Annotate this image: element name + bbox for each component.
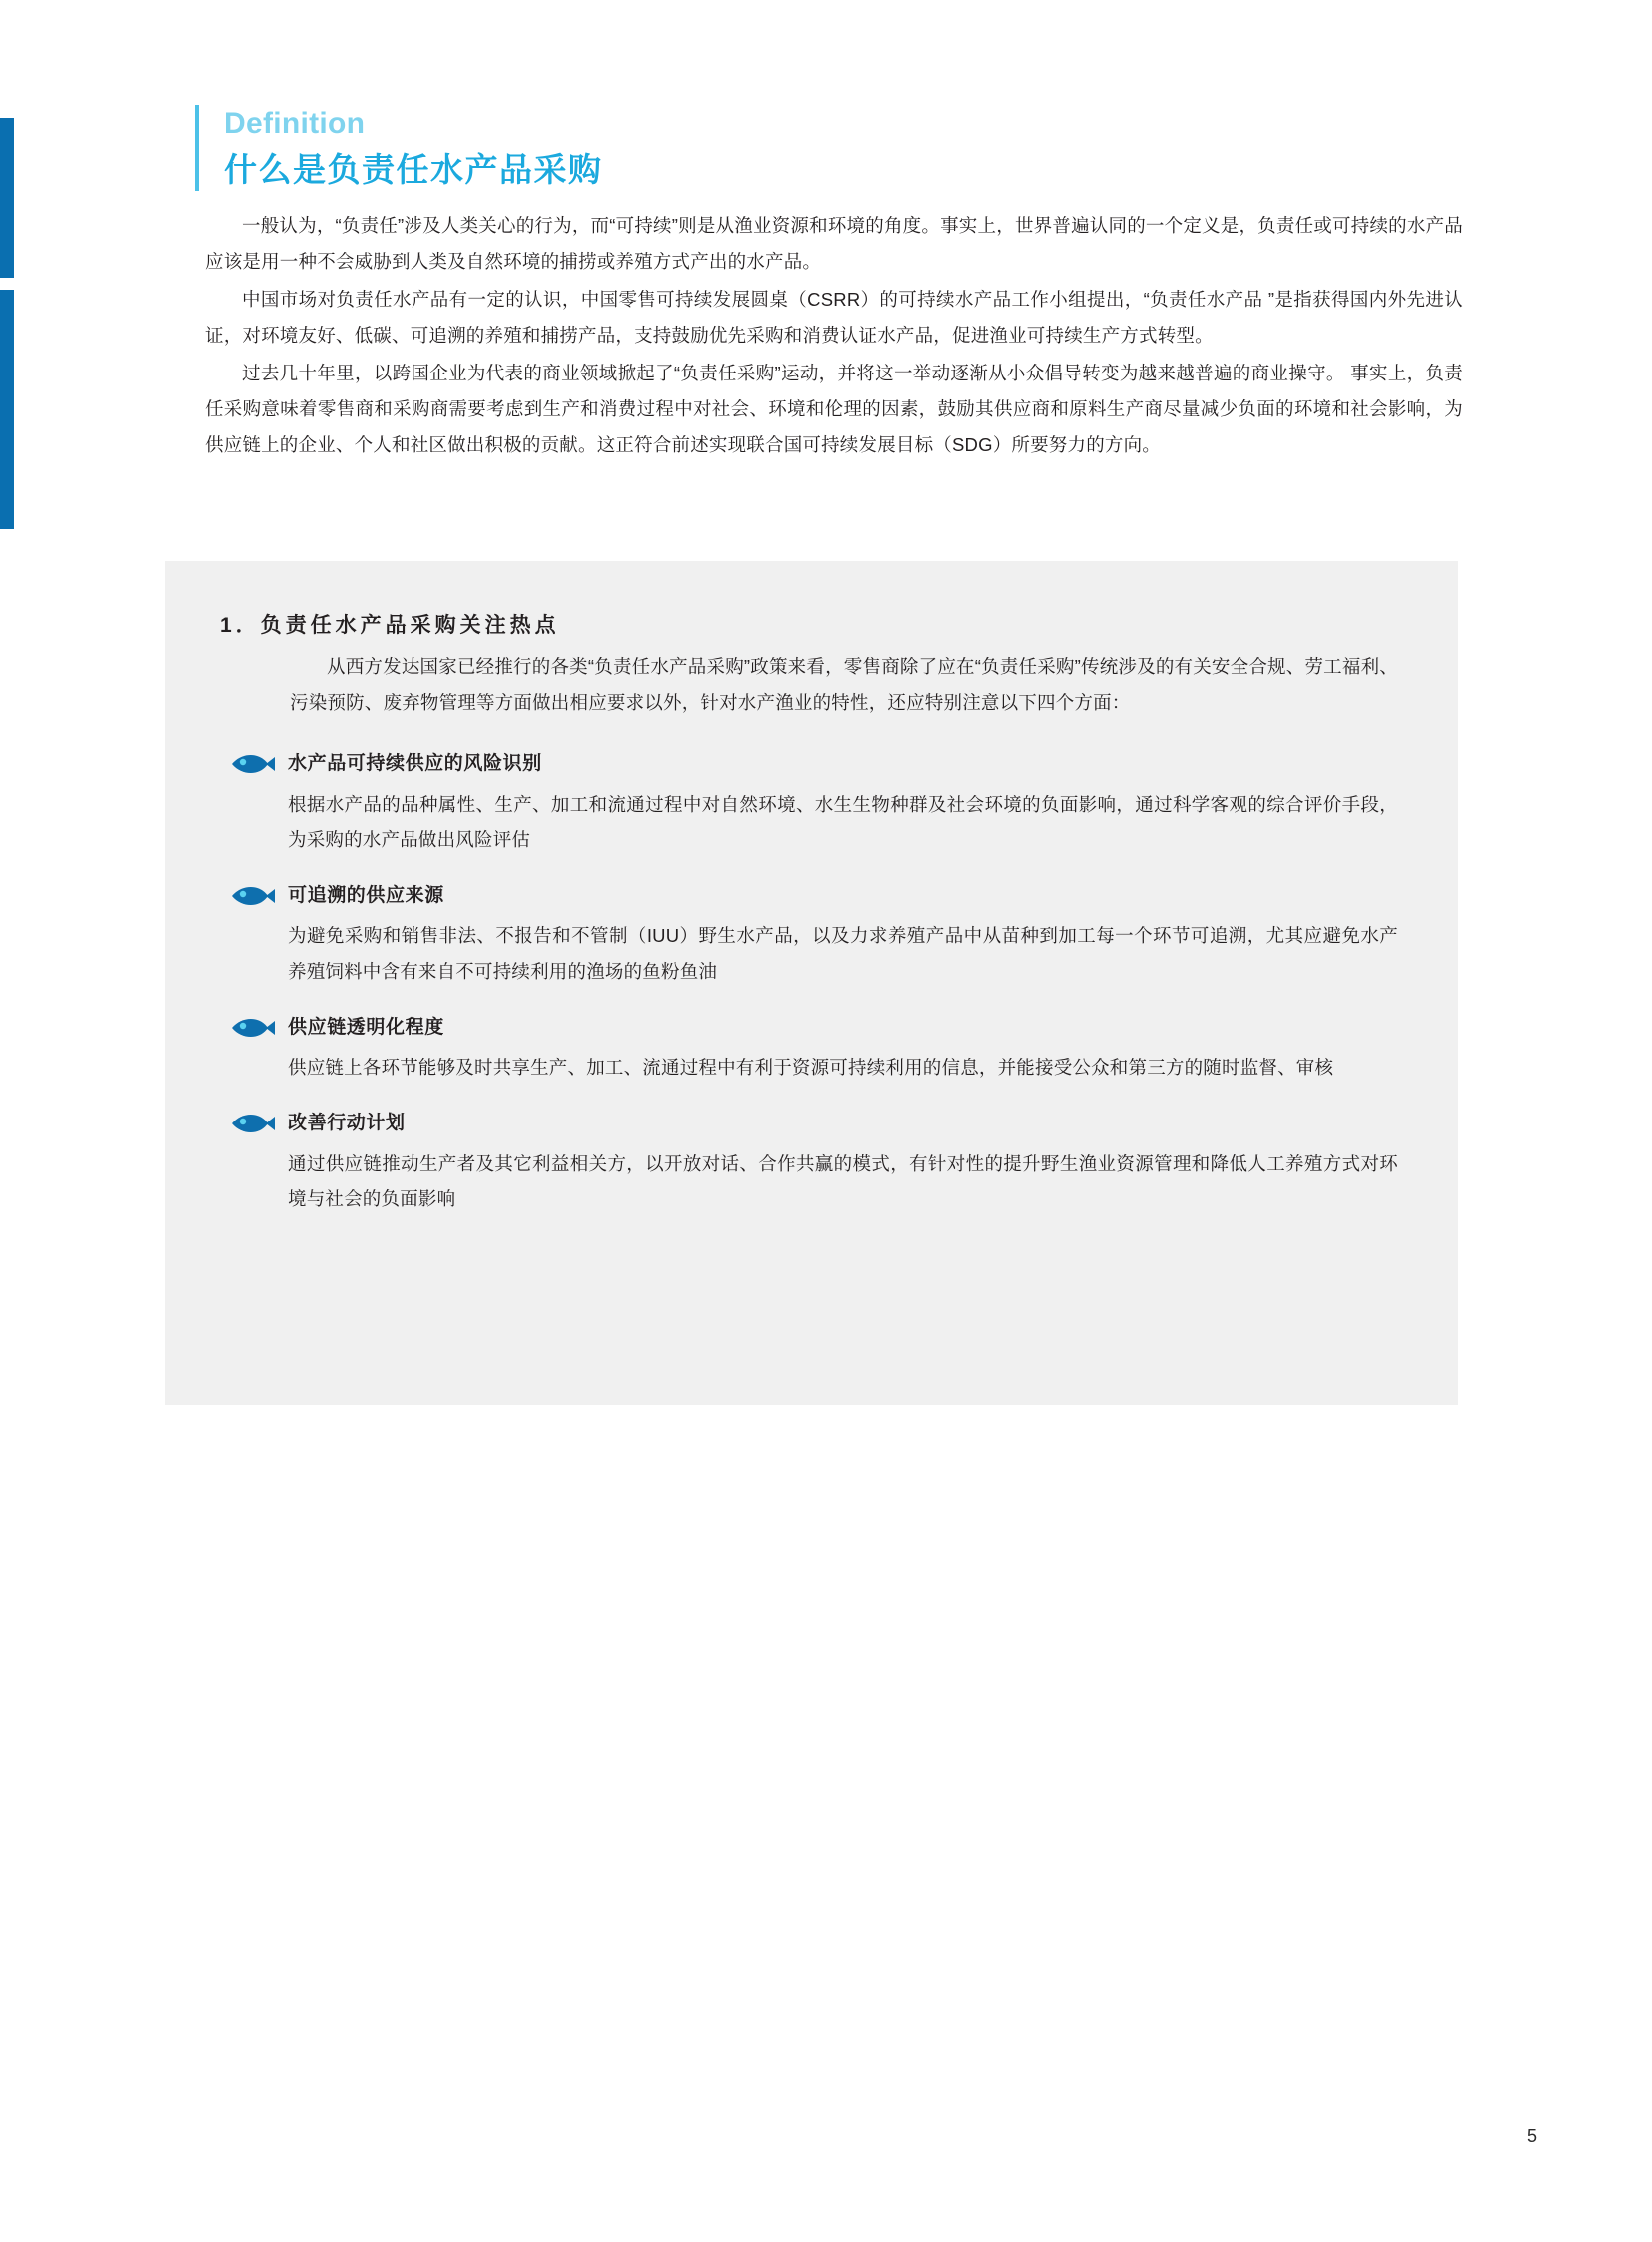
intro-section: [205, 208, 1463, 465]
list-item-body: 为避免采购和销售非法、不报告和不管制（IUU）野生水产品，以及力求养殖产品中从苗种到加工每一个环节可追溯，尤其应避免水产养殖饲料中含有来自不可持续利用的渔场的鱼粉鱼油: [288, 925, 1398, 982]
fish-bullet-icon: [228, 1015, 276, 1041]
list-item: [220, 1111, 1398, 1216]
focus-point-list: [220, 751, 1398, 1242]
list-item-heading: 改善行动计划: [288, 1113, 406, 1134]
highlight-box-title: 1．负责任水产品采购关注热点: [220, 614, 560, 637]
list-item-heading: 水产品可持续供应的风险识别: [288, 753, 542, 774]
intro-paragraph: 一般认为，“负责任”涉及人类关心的行为，而“可持续”则是从渔业资源和环境的角度。事实上，世界普遍认同的一个定义是，负责任或可持续的水产品应该是用一种不会威胁到人类及自然环境的捕捞或养殖方式产出的水产品。: [205, 215, 1463, 273]
intro-paragraph: 中国市场对负责任水产品有一定的认识，中国零售可持续发展圆桌（CSRR）的可持续水产品工作小组提出，“负责任水产品 ”是指获得国内外先进认证，对环境友好、低碳、可追溯的养殖和捕捞产品，支持鼓励优先采购和消费认证水产品，促进渔业可持续生产方式转型。: [205, 289, 1463, 347]
list-item-body: 通过供应链推动生产者及其它利益相关方，以开放对话、合作共赢的模式，有针对性的提升野生渔业资源管理和降低人工养殖方式对环境与社会的负面影响: [288, 1153, 1398, 1210]
highlight-box: [165, 561, 1458, 1405]
list-item: [220, 883, 1398, 989]
list-item-body: 根据水产品的品种属性、生产、加工和流通过程中对自然环境、水生生物种群及社会环境的负面影响，通过科学客观的综合评价手段，为采购的水产品做出风险评估: [288, 793, 1398, 850]
list-item-body: 供应链上各环节能够及时共享生产、加工、流通过程中有利于资源可持续利用的信息，并能接受公众和第三方的随时监督、审核: [288, 1057, 1334, 1079]
list-item: [220, 751, 1398, 857]
highlight-box-intro: 从西方发达国家已经推行的各类“负责任水产品采购”政策来看，零售商除了应在“负责任采购”传统涉及的有关安全合规、劳工福利、污染预防、废弃物管理等方面做出相应要求以外，针对水产渔业的特性，还应特别注意以下四个方面：: [290, 656, 1398, 714]
fish-bullet-icon: [228, 751, 276, 777]
fish-bullet-icon: [228, 883, 276, 909]
list-item-heading: 供应链透明化程度: [288, 1016, 444, 1038]
left-edge-bar-top: [0, 118, 14, 278]
page-header: [195, 105, 1123, 191]
header-eyebrow: Definition: [224, 107, 366, 140]
fish-bullet-icon: [228, 1111, 276, 1136]
page-title: 什么是负责任水产品采购: [224, 150, 603, 188]
left-edge-bar-bottom: [0, 290, 14, 529]
list-item: [220, 1015, 1398, 1086]
list-item-heading: 可追溯的供应来源: [288, 884, 444, 906]
page-number: 5: [1526, 2126, 1537, 2146]
intro-paragraph: 过去几十年里，以跨国企业为代表的商业领域掀起了“负责任采购”运动，并将这一举动逐渐从小众倡导转变为越来越普遍的商业操守。 事实上，负责任采购意味着零售商和采购商需要考虑到生产和消费过程中对社会、环境和伦理的因素，鼓励其供应商和原料生产商尽量减少负面的环境和社会影响，为供应链上的企业、个人和社区做出积极的贡献。这正符合前述实现联合国可持续发展目标（SDG）所要努力的方向。: [205, 363, 1463, 456]
